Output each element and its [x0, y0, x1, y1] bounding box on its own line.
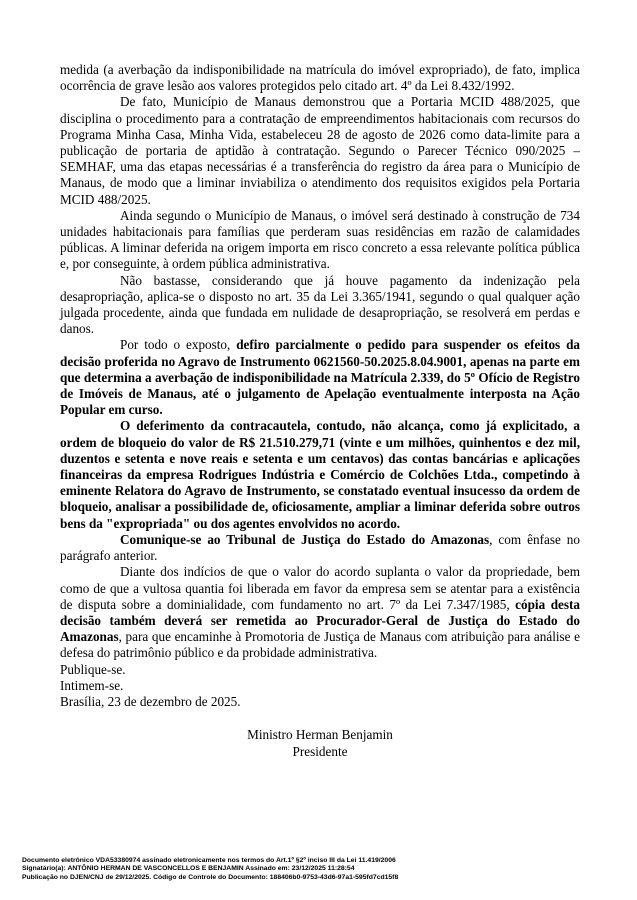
footer-line-document: Documento eletrônico VDA53380974 assinado eletronicamente nos termos do Art.1º §2º inciso III da Lei 11.419/2006 — [22, 857, 396, 864]
paragraph-7-order: Comunique-se ao Tribunal de Justiça do Estado do Amazonas — [120, 531, 490, 547]
footer-line-publication: Publicação no DJEN/CNJ de 29/12/2025. Código de Controle do Documento: 188406b0-9753-43d6-97a1-595fd7cd15f8 — [22, 873, 399, 881]
document-date: Brasília, 23 de dezembro de 2025. — [60, 693, 241, 709]
paragraph-8-rest: , para que encaminhe à Promotoria de Justiça de Manaus com atribuição para análise e defesa do patrimônio público e da probidade administrativa. — [60, 629, 580, 661]
paragraph-3: Ainda segundo o Município de Manaus, o imóvel será destinado à construção de 734 unidades habitacionais para famílias que perderam suas residências em razão de calamidades públicas. A liminar deferida na origem importa em risco concreto a essa relevante política pública e, por conseguinte, à ordem pública administrativa. — [60, 207, 580, 272]
intimem-line: Intimem-se. — [60, 677, 124, 693]
paragraph-8-order: cópia desta decisão também deverá ser remetida ao Procurador-Geral de Justiça do Estado do Amazonas — [60, 596, 580, 645]
paragraph-4: Não bastasse, considerando que já houve pagamento da indenização pela desapropriação, aplica-se o disposto no art. 35 da Lei 3.365/1941, segundo o qual qualquer ação julgada procedente, ainda que fundada em nulidade de desapropriação, se resolverá em perdas e danos. — [60, 272, 580, 337]
publique-line: Publique-se. — [60, 661, 126, 677]
paragraph-2: De fato, Município de Manaus demonstrou que a Portaria MCID 488/2025, que disciplina o procedimento para a contratação de empreendimentos habitacionais com recursos do Programa Minha Casa, Minha Vida, estabeleceu 28 de agosto de 2026 como data-limite para a publicação de portaria de aptidão à contratação. Segundo o Parecer Técnico 090/2025 – SEMHAF, uma das etapas necessárias é a transferência do registro da área para o Município de Manaus, de modo que a liminar inviabiliza o atendimento dos requisitos exigidos pela Portaria MCID 488/2025. — [60, 94, 580, 207]
signature-block — [60, 726, 580, 760]
signer-name: Ministro Herman Benjamin — [247, 727, 393, 743]
document-body — [60, 62, 580, 760]
paragraph-5 — [60, 337, 580, 418]
paragraph-7 — [60, 532, 580, 564]
paragraph-8 — [60, 564, 580, 661]
paragraph-5-ruling: defiro parcialmente o pedido para suspender os efeitos da decisão proferida no Agravo de Instrumento 0621560-50.2025.8.04.9001, apenas na parte em que determina a averbação de indisponibilidade na Matrícula 2.339, do 5º Ofício de Registro de Imóveis de Manaus, até o julgamento de Apelação eventualmente interposta na Ação Popular em curso. — [60, 337, 580, 418]
paragraph-1: medida (a averbação da indisponibilidade na matrícula do imóvel expropriado), de fato, implica ocorrência de grave lesão aos valores protegidos pelo citado art. 4º da Lei 8.432/1992. — [60, 62, 580, 94]
paragraph-8-lead: Diante dos indícios de que o valor do acordo suplanta o valor da propriedade, bem como de que a vultosa quantia foi liberada em favor da empresa sem se atentar para a existência de disputa sobre a dominialidade, com fundamento no art. 7º da Lei 7.347/1985, — [60, 564, 580, 612]
footer-line-signatory: Signatário(a): ANTÔNIO HERMAN DE VASCONCELLOS E BENJAMIN Assinado em: 23/12/2025 11:28:54 — [22, 865, 355, 873]
signer-role: Presidente — [292, 744, 348, 760]
paragraph-5-lead: Por todo o exposto, — [120, 337, 237, 353]
electronic-signature-footer — [22, 857, 622, 882]
paragraph-6: O deferimento da contracautela, contudo, não alcança, como já explicitado, a ordem de bloqueio do valor de R$ 21.510.279,71 (vinte e um milhões, quinhentos e dez mil, duzentos e setenta e nove reais e setenta e um centavos) das contas bancárias e aplicações financeiras da empresa Rodrigues Indústria e Comércio de Colchões Ltda., competindo à eminente Relatora do Agravo de Instrumento, se constatado eventual insucesso da ordem de bloqueio, analisar a possibilidade de, oficiosamente, ampliar a liminar deferida sobre outros bens da "expropriada" ou dos agentes envolvidos no acordo. — [60, 418, 580, 531]
paragraph-7-rest: , com ênfase no parágrafo anterior. — [60, 531, 580, 564]
